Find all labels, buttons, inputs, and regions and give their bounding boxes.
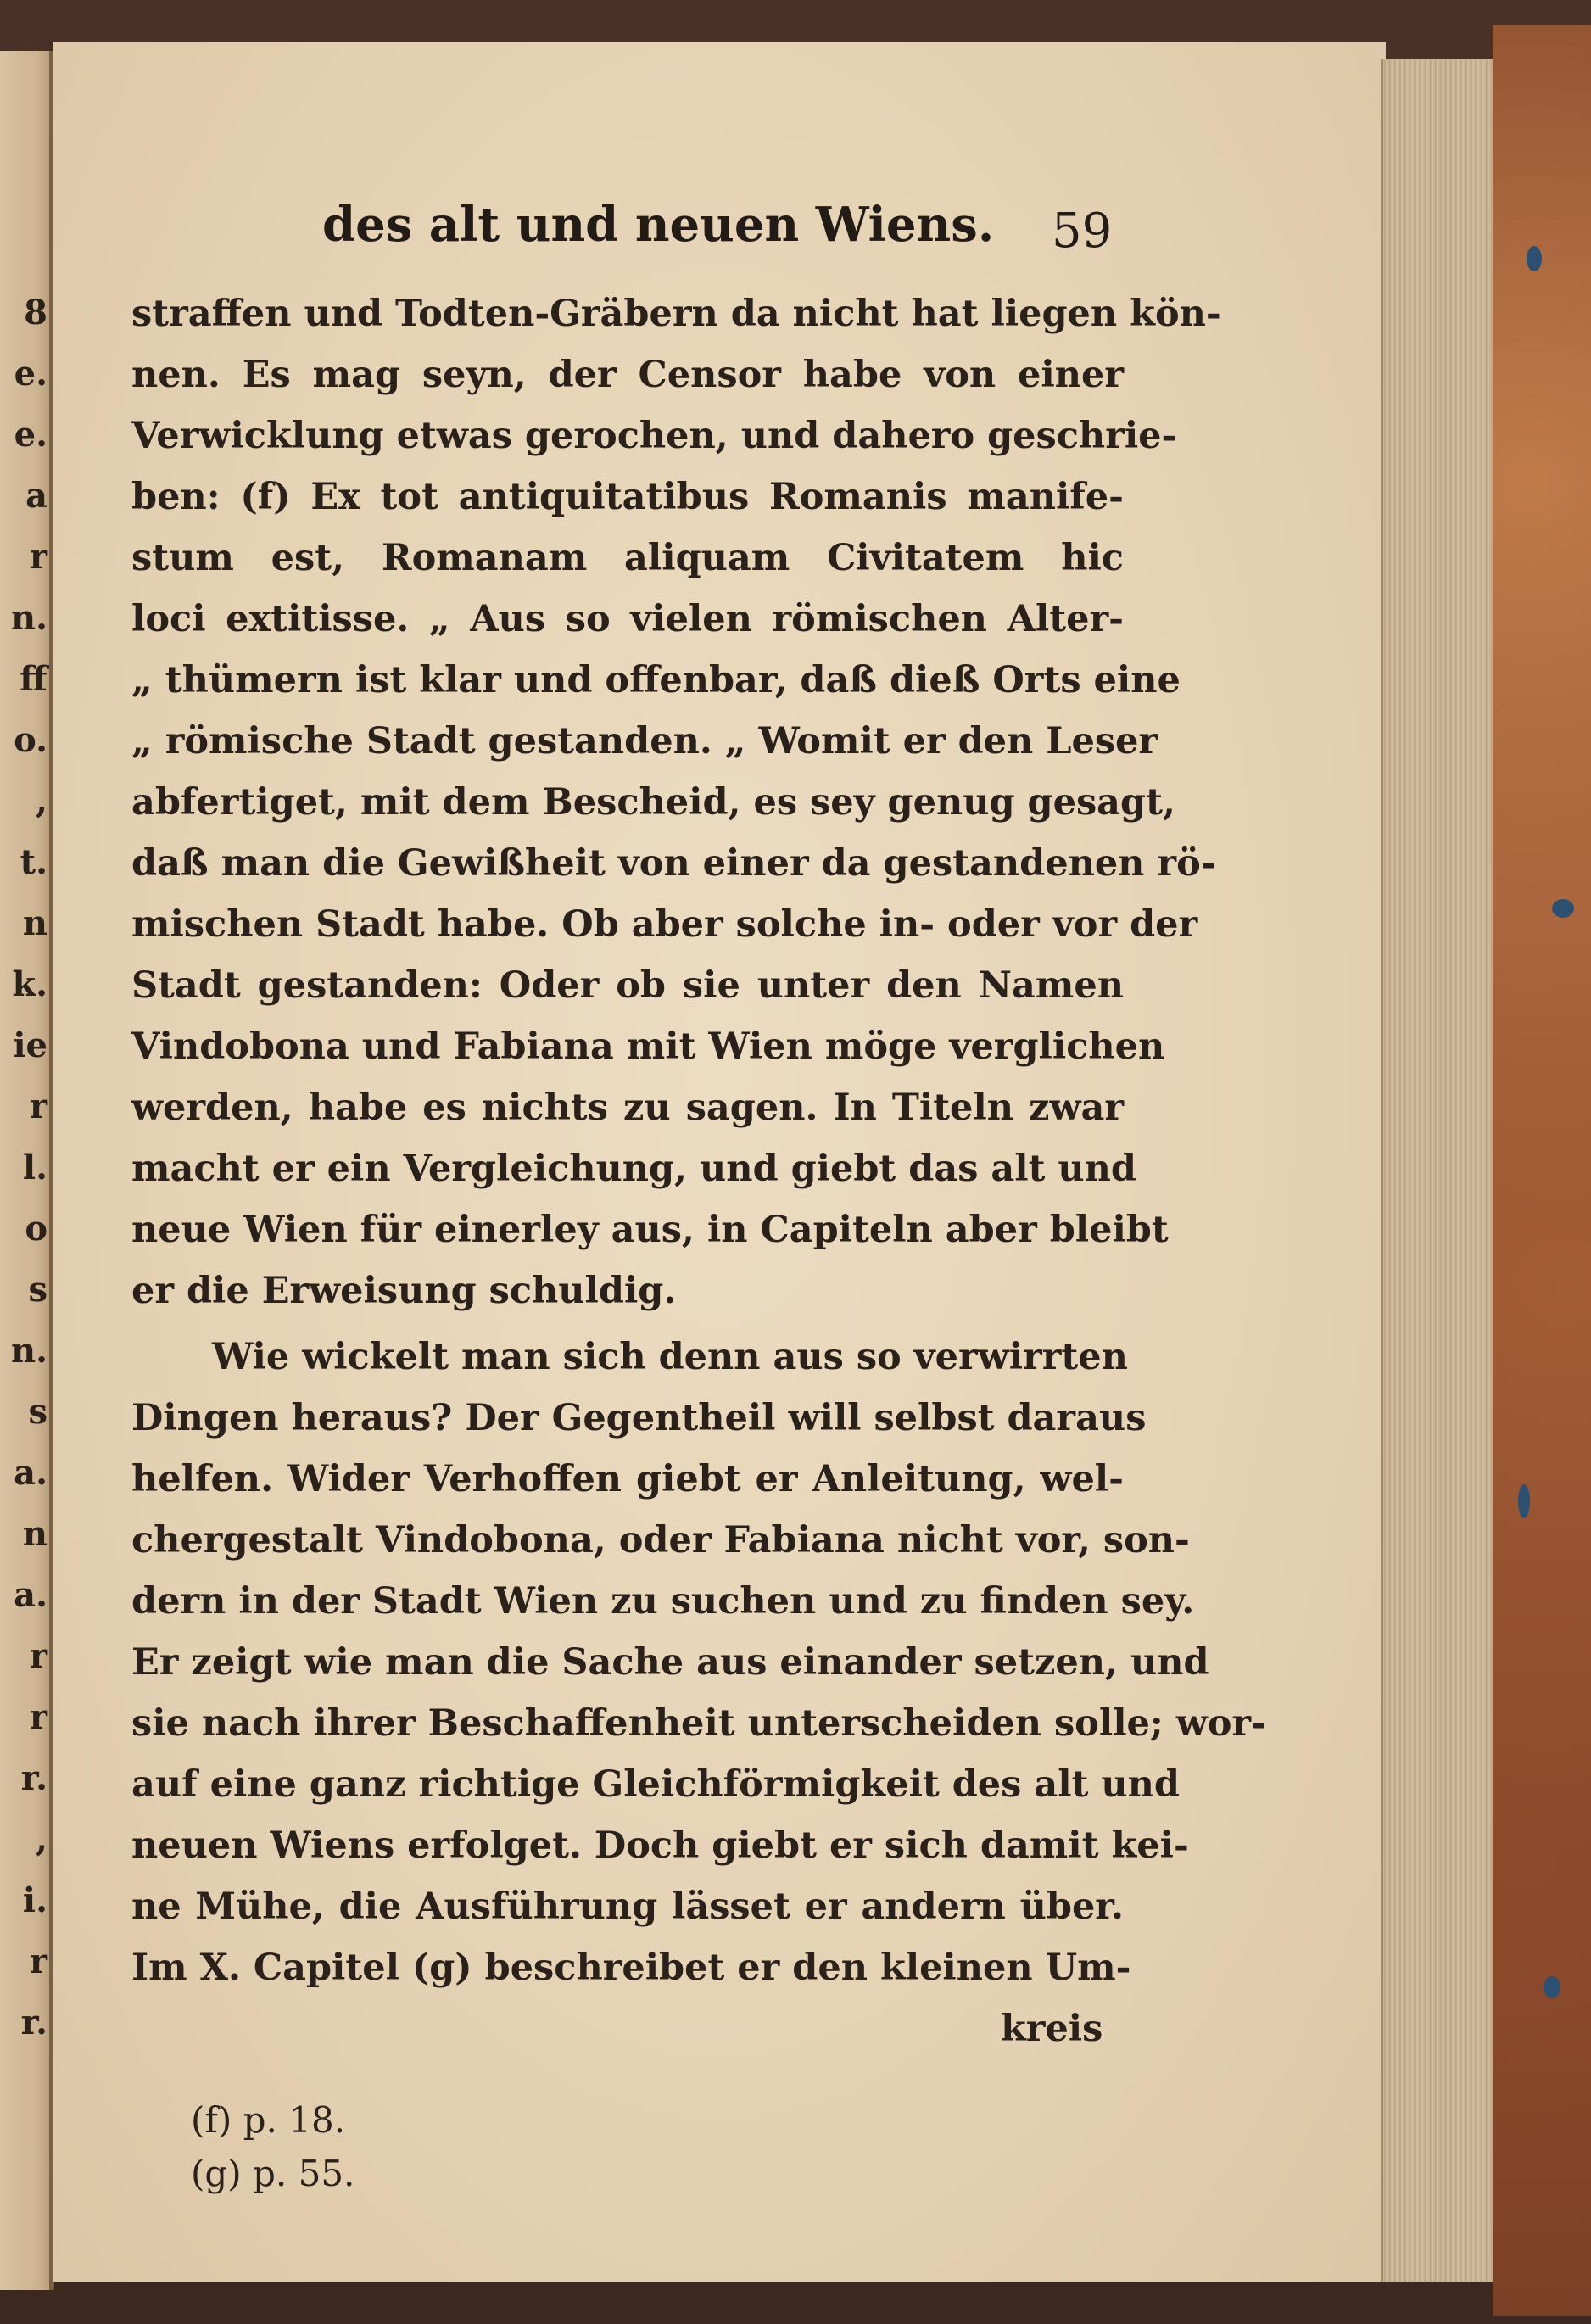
text-line: dern in der Stadt Wien zu suchen und zu finden sey. (131, 1580, 1195, 1623)
text-line: auf eine ganz richtige Gleichförmigkeit des alt und (131, 1763, 1180, 1806)
previous-page-fragment: o. (14, 720, 47, 760)
text-line: Stadt gestanden: Oder ob sie unter den Namen (131, 964, 1124, 1007)
page-edges (1381, 59, 1510, 2282)
previous-page-fragment: o (25, 1209, 47, 1249)
text-line: werden, habe es nichts zu sagen. In Titeln zwar (131, 1087, 1124, 1129)
previous-page-fragment: s (28, 1270, 47, 1310)
marbled-cover (1493, 25, 1591, 2316)
previous-page-fragment: n (22, 903, 47, 943)
text-line: loci extitisse. „ Aus so vielen römischen Alter- (131, 598, 1124, 640)
previous-page-fragment: e. (14, 354, 47, 394)
previous-page-fragment: k. (12, 964, 47, 1004)
text-line: chergestalt Vindobona, oder Fabiana nicht vor, son- (131, 1519, 1190, 1561)
text-line: helfen. Wider Verhoffen giebt er Anleitung, wel- (131, 1458, 1124, 1500)
text-line: neuen Wiens erfolget. Doch giebt er sich damit kei- (131, 1824, 1189, 1867)
text-line: mischen Stadt habe. Ob aber solche in- oder vor der (131, 903, 1198, 946)
text-line: neue Wien für einerley aus, in Capiteln aber bleibt (131, 1209, 1169, 1251)
text-line: abfertiget, mit dem Bescheid, es sey genug gesagt, (131, 781, 1175, 824)
footnote: (g) p. 55. (191, 2153, 355, 2194)
text-line: sie nach ihrer Beschaffenheit unterscheiden solle; wor- (131, 1702, 1266, 1745)
text-line: nen. Es mag seyn, der Censor habe von einer (131, 354, 1124, 396)
previous-page-fragment: ff (20, 659, 47, 699)
text-line: Er zeigt wie man die Sache aus einander setzen, und (131, 1641, 1209, 1684)
previous-page-fragment: , (36, 1819, 47, 1859)
footnote: (f) p. 18. (191, 2099, 346, 2141)
previous-page-fragment: n. (10, 598, 47, 638)
previous-page-fragment: r (29, 1087, 47, 1126)
previous-page-fragment: n. (10, 1331, 47, 1371)
text-line: Dingen heraus? Der Gegentheil will selbst daraus (131, 1397, 1147, 1439)
text-line: Verwicklung etwas gerochen, und dahero geschrie- (131, 415, 1177, 457)
previous-page-fragment: r (29, 1636, 47, 1676)
previous-page-fragment: t. (20, 842, 47, 882)
text-line: er die Erweisung schuldig. (131, 1270, 677, 1312)
text-line: Wie wickelt man sich denn aus so verwirrten (212, 1336, 1128, 1378)
previous-page-fragment: s (28, 1392, 47, 1432)
previous-page-fragment: l. (22, 1148, 47, 1187)
previous-page-fragment: a. (14, 1453, 47, 1493)
previous-page-fragment: e. (14, 415, 47, 455)
previous-page-fragment: ie (13, 1025, 47, 1065)
text-line: „ thümern ist klar und offenbar, daß dieß Orts eine (131, 659, 1181, 701)
page-number: 59 (1052, 204, 1113, 259)
previous-page-fragment: 8 (24, 293, 47, 332)
text-line: Im X. Capitel (g) beschreibet er den kleinen Um- (131, 1947, 1131, 1989)
previous-page-fragment: r (29, 1697, 47, 1737)
previous-page-fragment: a (25, 476, 47, 516)
text-line: ben: (f) Ex tot antiquitatibus Romanis manife- (131, 476, 1124, 518)
text-line: ne Mühe, die Ausführung lässet er andern über. (131, 1885, 1124, 1928)
text-line: „ römische Stadt gestanden. „ Womit er den Leser (131, 720, 1158, 763)
text-line: stum est, Romanam aliquam Civitatem hic (131, 537, 1124, 579)
previous-page-fragment: , (36, 781, 47, 821)
running-title: des alt und neuen Wiens. (322, 197, 995, 253)
text-line: Vindobona und Fabiana mit Wien möge verglichen (131, 1025, 1165, 1068)
previous-page-fragment: i. (22, 1880, 47, 1920)
previous-page-fragment: n (22, 1514, 47, 1554)
text-line: daß man die Gewißheit von einer da gestandenen rö- (131, 842, 1216, 885)
previous-page-fragment: r. (20, 2003, 47, 2042)
previous-page-fragment: a. (14, 1575, 47, 1615)
previous-page-fragment: r (29, 1941, 47, 1981)
text-line: straffen und Todten-Gräbern da nicht hat liegen kön- (131, 293, 1221, 335)
previous-page-fragment: r (29, 537, 47, 577)
catchword: kreis (1001, 2008, 1103, 2050)
text-line: macht er ein Vergleichung, und giebt das alt und (131, 1148, 1136, 1190)
previous-page-fragment: r. (20, 1758, 47, 1798)
